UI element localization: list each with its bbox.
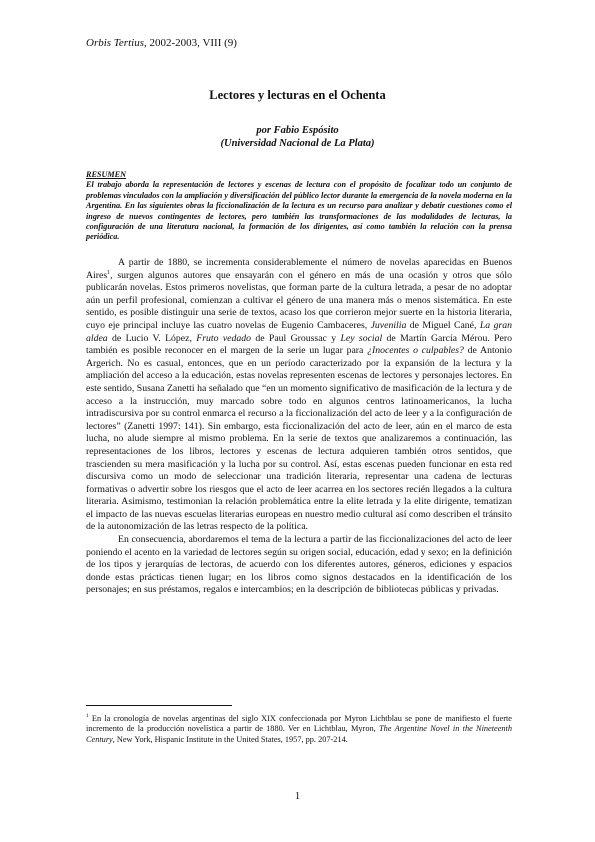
page-number: 1 [294,790,301,802]
text-run: de Antonio Argerich. No es casual, entonces, que en un período caracterizado por la expansión de la lectura y la ampliación del acceso a la educación, estas novelas representen escenas de lectores y personajes lectores. En este sentido, Susana Zanetti ha señalado que “en un momento significativo de masificación de la lectura y de acceso a la instrucción, muy marcado sobre todo en algunos centros latinoamericanos, la lucha intradiscursiva por su control enmarca el recurso a la ficcionalización del acto de leer y a la configuración de lectores” (Zanetti 1997: 141). Sin embargo, esta ficcionalización del acto de leer, aún en el marco de esta lucha, no alude siempre al mismo problema. En la serie de textos que analizaremos a continuación, las representaciones de los libros, lectores y escenas de lectura adquieren también otros sentidos, que trascienden su mera masificación y la lucha por su control. Así, estas escenas pueden funcionar en esta red discursiva como un modo de seleccionar una tradición literaria, representar una cadena de lecturas formativas o advertir sobre los riesgos que el acto de leer acarrea en los sectores recién llegados a la cultura literaria. Asimismo, testimonian la relación problemática entre la elite letrada y la elite dirigente, tematizan el impacto de las nuevas escuelas literarias europeas en nuestro medio cultural así como describen el tránsito de la autonomización de las letras respecto de la política. [86,345,513,533]
author-affiliation: (Universidad Nacional de La Plata) [220,138,375,149]
work-title: Fruto vedado [196,332,251,344]
author-block [0,124,595,150]
footnote-ref[interactable]: 1 [107,269,111,276]
book-title: The Argentine Novel in the Nineteenth Century [86,724,512,744]
footnote-mark: 1 [86,713,89,719]
work-title: Juvenilia [370,319,407,331]
text-run: En la cronología de novelas argentinas del siglo XIX confeccionada por Myron Lichtblau se pone de manifiesto el fuerte incremento de la producción novelística a partir de 1880. Ver en Lichtblau, Myron, [86,713,512,734]
abstract-heading: RESUMEN [86,170,127,179]
author-name: por Fabio Espósito [256,125,339,136]
text-run: , surgen algunos autores que ensayarán con el género en más de una ocasión y otros que sólo publicarán novelas. Estos primeros novelistas, que forman parte de la cultura letrada, a pesar de no adoptar aún un perfil profesional, comienzan a cultivar el género de una manera más o menos sistemática. En este sentido, es posible distinguir una serie de textos, acaso los que corrieron mejor suerte en la historia literaria, cuyo eje principal incluye las cuatro novelas de Eugenio Cambaceres, [86,269,512,331]
work-title: ¿Inocentes o culpables? [367,345,464,357]
abstract [86,170,512,243]
article-title: Lectores y lecturas en el Ochenta [209,88,386,102]
text-run: A partir de 1880, se incrementa considerablemente el número de novelas aparecidas en Buenos Aires [86,257,512,281]
footnote [86,711,512,746]
footnote-rule [86,705,232,706]
work-title: La gran aldea [86,319,512,344]
body-text [86,257,512,597]
running-header [86,37,237,49]
text-run: de Martín García Mérou. Pero también es posible reconocer en el margen de la serie un lugar para [86,332,513,357]
journal-name: Orbis Tertius [86,37,144,49]
paragraph-2: En consecuencia, abordaremos el tema de la lectura a partir de las ficcionalizaciones del acto de leer poniendo el acento en la variedad de lectores según su origen social, educación, edad y sexo; en la definición de los tipos y jerarquías de lectoras, de acuerdo con los diferentes autores, géneros, ediciones y espacios donde estas prácticas tienen lugar; en los libros como signos destacados en la identificación de los personajes; en sus préstamos, regalos e intercambios; en la descripción de bibliotecas públicas y privadas. [86,534,512,596]
text-run: de Lucio V. López, [107,332,197,344]
work-title: Ley social [340,332,383,344]
text-run: , New York, Hispanic Institute in the United States, 1957, pp. 207-214. [112,734,348,744]
text-run: de Miguel Cané, [406,319,480,331]
text-run: de Paul Groussac y [250,332,341,344]
journal-issue: , 2002-2003, VIII (9) [143,37,237,49]
paragraph-1 [86,257,512,534]
abstract-text: El trabajo aborda la representación de lectores y escenas de lectura con el propósito de focalizar todo un conjunto de problemas vinculados con la ampliación y diversificación del público lector durante la emergencia de la novela moderna en la Argentina. En las siguientes obras la ficcionalización de la lectura es un recurso para analizar y debatir cuestiones como el ingreso de nuevos contingentes de lectores, pero también las transformaciones de las modalidades de lecturas, la configuración de una literatura nacional, la formación de los dirigentes, así como también la relación con la prensa periódica. [86,180,512,242]
